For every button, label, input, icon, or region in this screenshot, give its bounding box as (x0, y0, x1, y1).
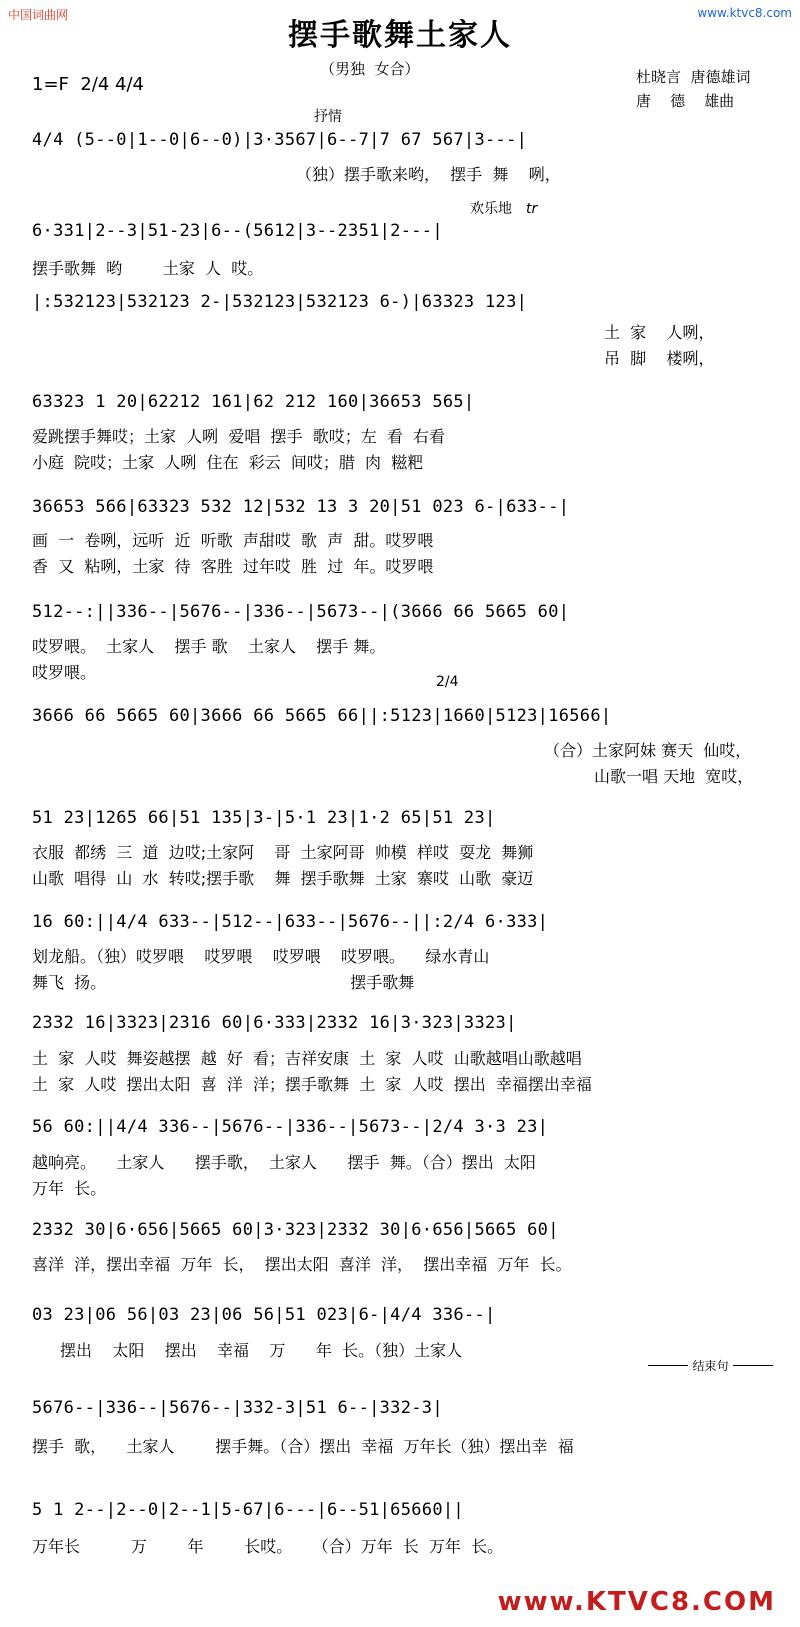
ending-phrase-label: 结束句 (688, 1359, 732, 1373)
lyric-line-7b: 山歌一唱 天地 宽哎， (594, 767, 754, 786)
lyric-line-2a: 摆手歌舞 哟 土家 人 哎。 (32, 259, 264, 278)
score-line-4: 63323 1 20|62212 161|62 212 160|36653 565| (32, 392, 475, 412)
lyric-line-15a: 万年长 万 年 长哎。 （合）万年 长 万年 长。 (32, 1537, 504, 1556)
ending-phrase-box (648, 1359, 773, 1376)
site-url-right[interactable]: www.ktvc8.com (697, 6, 792, 20)
lyric-line-5b: 香 又 粘咧，土家 待 客胜 过年哎 胜 过 年。哎罗喂 (32, 557, 434, 576)
composer-credit: 唐 德 雄曲 (636, 92, 735, 110)
score-line-10: 2332 16|3323|2316 60|6·333|2332 16|3·323|3323| (32, 1013, 517, 1033)
score-line-2: 6·331|2--3|51-23|6--(5612|3--2351|2---| (32, 221, 443, 241)
score-line-14: 5676--|336--|5676--|332-3|51 6--|332-3| (32, 1398, 443, 1418)
score-line-13: 03 23|06 56|03 23|06 56|51 023|6-|4/4 336--| (32, 1305, 496, 1325)
score-line-12: 2332 30|6·656|5665 60|3·323|2332 30|6·656|5665 60| (32, 1220, 559, 1240)
lyric-line-5a: 画 一 卷咧，远听 近 听歌 声甜哎 歌 声 甜。哎罗喂 (32, 531, 434, 550)
lyric-line-8b: 山歌 唱得 山 水 转哎;摆手歌 舞 摆手歌舞 土家 寨哎 山歌 豪迈 (32, 869, 534, 888)
score-line-15: 5 1 2--|2--0|2--1|5-67|6---|6--51|65660|| (32, 1500, 464, 1520)
lyric-line-12a: 喜洋 洋，摆出幸福 万年 长， 摆出太阳 喜洋 洋， 摆出幸福 万年 长。 (32, 1255, 572, 1274)
score-line-3: |:532123|532123 2-|532123|532123 6-)|63323 123| (32, 292, 528, 312)
score-line-1: 4/4 (5--0|1--0|6--0)|3·3567|6--7|7 67 567|3---| (32, 130, 528, 150)
lyric-line-6a: 哎罗喂。 土家人 摆手 歌 土家人 摆手 舞。 (32, 637, 386, 656)
song-title: 摆手歌舞土家人 (288, 18, 512, 53)
score-line-8: 51 23|1265 66|51 135|3-|5·1 23|1·2 65|51 23| (32, 808, 496, 828)
lyric-line-11a: 越响亮。 土家人 摆手歌， 土家人 摆手 舞。（合）摆出 太阳 (32, 1153, 536, 1172)
score-line-5: 36653 566|63323 532 12|532 13 3 20|51 023 6-|633--| (32, 497, 570, 517)
lyric-line-9b: 舞飞 扬。 摆手歌舞 (32, 973, 415, 992)
lyric-line-4a: 爱跳摆手舞哎；土家 人咧 爱唱 摆手 歌哎；左 看 右看 (32, 427, 446, 446)
lyric-line-14a: 摆手 歌， 土家人 摆手舞。（合）摆出 幸福 万年长（独）摆出幸 福 (32, 1437, 574, 1456)
lyricist-credit: 杜晓言 唐德雄词 (636, 68, 751, 86)
score-line-11: 56 60:||4/4 336--|5676--|336--|5673--|2/4 3·3 23| (32, 1117, 549, 1137)
lyric-line-7a: （合）土家阿妹 赛天 仙哎， (544, 741, 752, 760)
tempo-mark-expressive: 抒情 (314, 109, 342, 125)
lyric-line-3b: 吊 脚 楼咧， (604, 349, 715, 368)
lyric-line-10b: 土 家 人哎 摆出太阳 喜 洋 洋；摆手歌舞 土 家 人哎 摆出 幸福摆出幸福 (32, 1075, 592, 1094)
meter-change-mark: 2/4 (436, 674, 459, 690)
site-name-left[interactable]: 中国词曲网 (8, 8, 69, 22)
lyric-line-10a: 土 家 人哎 舞姿越摆 越 好 看；吉祥安康 土 家 人哎 山歌越唱山歌越唱 (32, 1049, 582, 1068)
lyric-line-9a: 划龙船。（独）哎罗喂 哎罗喂 哎罗喂 哎罗喂。 绿水青山 (32, 947, 490, 966)
score-line-6: 512--:||336--|5676--|336--|5673--|(3666 66 5665 60| (32, 602, 570, 622)
tempo-mark-joyful: 欢乐地 (470, 201, 512, 217)
score-line-9: 16 60:||4/4 633--|512--|633--|5676--||:2/4 6·333| (32, 912, 549, 932)
lyric-line-8a: 衣服 都绣 三 道 边哎;土家阿 哥 土家阿哥 帅模 样哎 耍龙 舞狮 (32, 843, 534, 862)
key-signature: 1=F 2/4 4/4 (32, 74, 144, 95)
trill-mark: tr (526, 201, 538, 217)
lyric-line-13a: 摆出 太阳 摆出 幸福 万 年 长。（独）土家人 (60, 1341, 463, 1360)
lyric-line-1a: （独）摆手歌来哟， 摆手 舞 咧， (296, 165, 561, 184)
lyric-line-11b: 万年 长。 (32, 1179, 107, 1198)
lyric-line-6b: 哎罗喂。 (32, 663, 97, 682)
watermark-url: www.KTVC8.COM (497, 1587, 776, 1617)
lyric-line-4b: 小庭 院哎；土家 人咧 住在 彩云 间哎；腊 肉 糍粑 (32, 453, 424, 472)
performance-type: （男独 女合） (320, 60, 420, 78)
score-line-7: 3666 66 5665 60|3666 66 5665 66||:5123|1660|5123|16566| (32, 706, 612, 726)
lyric-line-3a: 土 家 人咧， (604, 323, 715, 342)
